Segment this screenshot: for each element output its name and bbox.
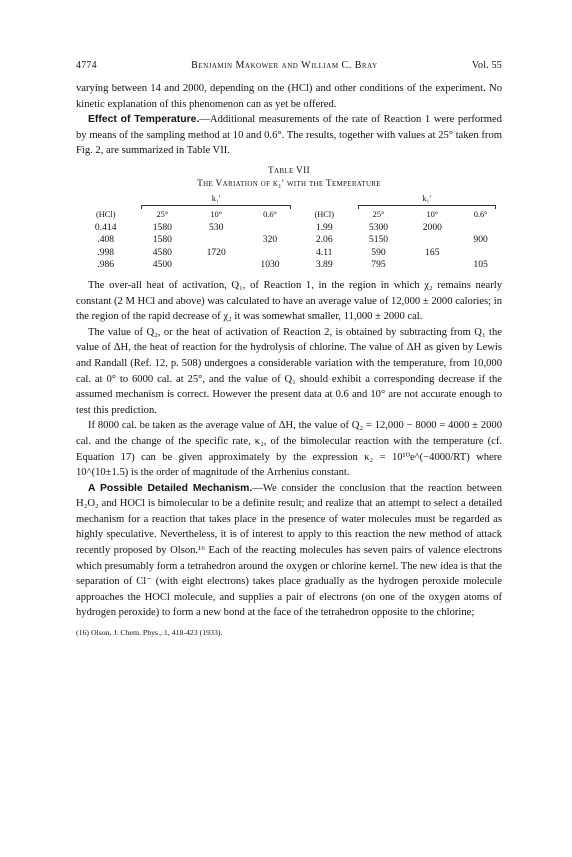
section-heading-mechanism: A Possible Detailed Mechanism. <box>88 482 253 494</box>
col-header-10-2: 10° <box>426 210 439 220</box>
col-header-25-2: 25° <box>372 210 385 220</box>
table-cell: .998 <box>97 246 115 258</box>
table-cell: 2.06 <box>315 234 333 246</box>
table-cell: 4500 <box>152 259 172 271</box>
k1-group-label-right: k₁′ <box>422 193 432 203</box>
table-row <box>76 259 502 272</box>
section-heading-temperature: Effect of Temperature. <box>88 114 200 126</box>
table-cell: 165 <box>425 246 440 258</box>
table-cell <box>189 259 243 272</box>
col-header-25: 25° <box>156 210 169 220</box>
col-header-hcl-2: (HCl) <box>314 210 335 220</box>
table-title: The Variation of k₁′ with the Temperature <box>197 178 381 189</box>
table-cell: 5150 <box>368 234 389 246</box>
paragraph-3: The over-all heat of activation, Q₁, of Reaction 1, in the region in which χ₂ remains nearly constant (2 M HCl and above) was calculated to have an average value of 12,000 ± 2000 calories; in the region of the rapid decrease of χ₂ it was somewhat smaller, 11,000 ± 2000 cal. <box>76 279 502 323</box>
table-header-row <box>76 209 502 222</box>
table-cell: 4580 <box>152 246 172 258</box>
table-cell: 3.89 <box>315 259 333 271</box>
k1-group-label-left: k₁′ <box>211 193 221 203</box>
paragraph-1: varying between 14 and 2000, depending on the (HCl) and other conditions of the experiment. No kinetic explanation of this phenomenon can as yet be offered. <box>76 83 502 110</box>
table-cell: 2000 <box>422 221 442 233</box>
table-row <box>76 247 502 260</box>
table-cell: 1580 <box>152 221 172 233</box>
table-cell: 1030 <box>260 259 280 271</box>
volume-label: Vol. 55 <box>471 60 502 71</box>
table-cell: .408 <box>97 234 115 246</box>
table-cell: 0.414 <box>94 221 117 233</box>
col-header-10: 10° <box>210 210 223 220</box>
table-cell: 530 <box>208 221 224 233</box>
footnote-16: (16) Olson, J. Chem. Phys., 1, 418-423 (1933). <box>76 628 223 638</box>
table-cell <box>405 259 459 272</box>
journal-page <box>76 60 502 638</box>
table-cell <box>243 222 297 235</box>
col-header-06: 0.6° <box>263 210 277 220</box>
table-cell: 590 <box>371 246 386 258</box>
table-cell: 900 <box>473 234 488 246</box>
table-cell <box>243 247 297 260</box>
table-cell <box>459 247 502 260</box>
table-cell: 1580 <box>152 234 172 246</box>
paragraph-5: If 8000 cal. be taken as the average value of ΔH, the value of Q₂ = 12,000 − 8000 = 4000 ± 2000 cal. and the change of the specific rate, κ₂, of the bimolecular reaction with the temperature (cf. Equation 17) can be given approximately by the expression κ₂ = 10¹⁰e^(−4000/RT) where 10^(10±1.5) is the order of magnitude of the Arrhenius constant. <box>76 420 502 479</box>
paragraph-effect-of-temperature <box>76 112 502 159</box>
paragraph-4: The value of Q₂, or the heat of activation of Reaction 2, is obtained by subtracting from Q₁ the value of ΔH, the heat of reaction for the hydrolysis of chlorine. The value of ΔH as given by Lewis and Randall (Ref. 12, p. 508) undergoes a considerable variation with the temperature, from 10,000 cal. at 0° to 6000 cal. at 25°, and the value of Q₁ should exhibit a corresponding decrease if the assumed mechanism is correct. However the present data at 0.6 and 10° are not accurate enough to test this prediction. <box>76 326 502 416</box>
paragraph-6-text: —We consider the conclusion that the reaction between H₂O₂ and HOCl is bimolecular to be a definite result; and realize that an attempt to select a detailed mechanism for a reaction that takes place in the presence of water molecules must be regarded as highly speculative. Nevertheless, it is of interest to apply to this reaction the new method of attack recently proposed by Olson.¹⁶ Each of the reacting molecules has seven pairs of valence electrons which presumably form a tetrahedron around the oxygen or chlorine kernel. The new idea is that the separation of Cl⁻ (with eight electrons) takes place gradually as the hydrogen peroxide molecule approaches the HOCl molecule, and supplies a pair of electrons (on one of the oxygen atoms of hydrogen peroxide) to form a new bond at the face of the tetrahedron opposite to the chlorine; <box>76 482 502 619</box>
table-cell: 5300 <box>368 221 389 233</box>
table-cell: 1720 <box>206 246 226 258</box>
table-cell: 105 <box>473 259 488 271</box>
table-cell <box>189 234 243 247</box>
table-row <box>76 222 502 235</box>
paragraph-2-text: —Additional measurements of the rate of Reaction 1 were performed by means of the sampling method at 10 and 0.6°. The results, together with values at 25° taken from Fig. 2, are summarized in Table VII. <box>76 114 502 157</box>
table-cell: 1.99 <box>315 221 333 233</box>
table-cell: 320 <box>262 234 278 246</box>
table-cell <box>405 234 459 247</box>
table-group-row <box>76 193 502 206</box>
running-authors: Benjamin Makower and William C. Bray <box>191 60 378 71</box>
table-row <box>76 234 502 247</box>
running-header <box>76 60 502 71</box>
col-header-hcl: (HCl) <box>95 210 116 220</box>
paragraph-mechanism <box>76 481 502 621</box>
page-number: 4774 <box>76 60 97 71</box>
table-number: Table VII <box>268 165 310 176</box>
table-cell: 4.11 <box>316 246 333 258</box>
col-header-06-2: 0.6° <box>473 210 488 220</box>
table-cell: 795 <box>371 259 386 271</box>
table-cell <box>459 222 502 235</box>
table-vii <box>76 193 502 272</box>
table-cell: .986 <box>97 259 115 271</box>
